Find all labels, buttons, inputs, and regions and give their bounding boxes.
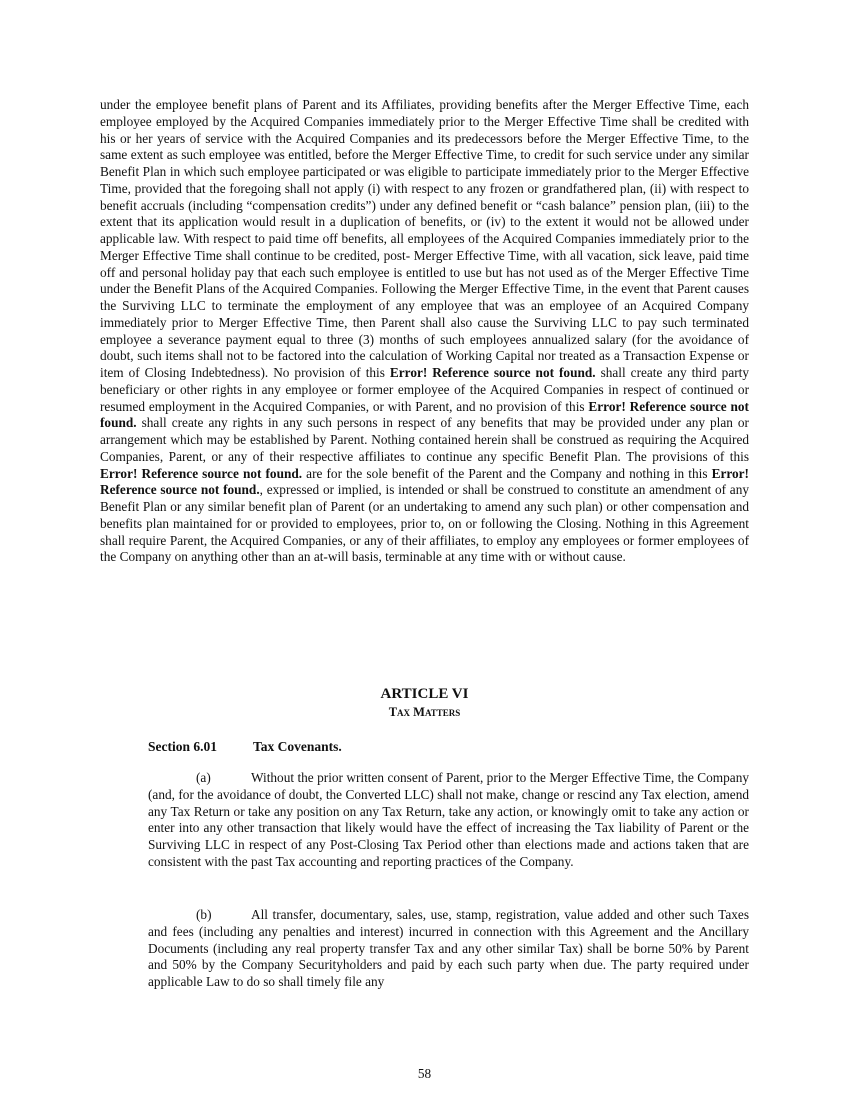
paragraph-text-run: under the employee benefit plans of Parent and its Affiliates, providing benefits after the Merger Effective Time, each employee employed by the Acquired Companies immediately prior to the Merger Effective Time shall be credited with his or her years of service with the Acquired Companies and its predecessors before the Merger Effective Time, to the same extent as such employee was entitled, before the Merger Effective Time, to credit for such service under any similar Benefit Plan in which such employee participated or was eligible to participate immediately prior to the Merger Effective Time, provided that the foregoing shall not apply (i) with respect to any frozen or grandfathered plan, (ii) with respect to benefit accruals (including “compensation credits”) under any defined benefit or “cash balance” pension plan, (iii) to the extent that its application would result in a duplication of benefits, or (iv) to the extent it would not be allowed under applicable law. With respect to paid time off benefits, all employees of the Acquired Companies immediately prior to the Merger Effective Time shall continue to be credited, post- Merger Effective Time, with all vacation, sick leave, paid time off and personal holiday pay that each such employee is entitled to use but has not used as of the Merger Effective Time under the Benefit Plans of the Acquired Companies. Following the Merger Effective Time, in the event that Parent causes the Surviving LLC to terminate the employment of any employee that was an employee of an Acquired Company immediately prior to Merger Effective Time, then Parent shall also cause the Surviving LLC to pay such terminated employee a severance payment equal to three (3) months of such employees annualized salary (for the avoidance of doubt, such items shall not to be factored into the calculation of Working Capital nor treated as a Transaction Expense or item of Closing Indebtedness). No provision of this [100,97,749,380]
error-reference-text: Error! Reference source not found. [100,465,303,481]
section-heading [148,738,342,755]
paragraph-text-run: shall create any third party beneficiary or other rights in any employee or former employee of the Acquired Companies in respect of continued or resumed employment in the Acquired Companies, or with Parent, and no provision of this [100,365,749,414]
error-reference-text: Error! Reference source not found. [100,465,749,498]
page-number: 58 [417,1066,432,1081]
subsection-text: All transfer, documentary, sales, use, stamp, registration, value added and other such Taxes and fees (including any penalties and interest) incurred in connection with this Agreement and the Ancillary Documents (including any real property transfer Tax and any other similar Tax) shall be borne 50% by Parent and 50% by the Company Securityholders and paid by each such party when due. The party required under applicable Law to do so shall timely file any [148,907,749,989]
error-reference-text: Error! Reference source not found. [100,398,749,431]
paragraph-text-run: shall create any rights in any such persons in respect of any benefits that may be provided under any plan or arrangement which may be established by Parent. Nothing contained herein shall be construed as requiring the Acquired Companies, Parent, or any of their respective affiliates to continue any specific Benefit Plan. The provisions of this [100,415,749,464]
subsection-b [148,907,749,991]
paragraph-text-run: are for the sole benefit of the Parent and the Company and nothing in this [302,465,712,481]
paragraph-text-run: , expressed or implied, is intended or shall be construed to constitute an amendment of any Benefit Plan or any similar benefit plan of Parent (or an undertaking to amend any such plan) or other compensation and benefits plan maintained for or provided to employees, prior to, on or following the Closing. Nothing in this Agreement shall require Parent, the Acquired Companies, or any of their affiliates, to employ any employees or former employees of the Company on anything other than an at-will basis, terminable at any time with or without cause. [100,482,749,565]
error-reference-text: Error! Reference source not found. [389,365,596,380]
article-title: ARTICLE VI [380,686,469,702]
subsection-a [148,770,749,871]
section-number: Section 6.01 [148,739,217,754]
subsection-label: (a) [196,770,211,785]
subsection-text: Without the prior written consent of Parent, prior to the Merger Effective Time, the Company (and, for the avoidance of doubt, the Converted LLC) shall not make, change or rescind any Tax election, amend any Tax Return or take any position on any Tax Return, take any action, or knowingly omit to take any action or enter into any other transaction that likely would have the effect of increasing the Tax liability of Parent or the Surviving LLC in respect of any Post-Closing Tax Period other than elections made and actions taken that are consistent with the past Tax accounting and reporting practices of the Company. [148,770,749,869]
body-paragraph [100,97,749,566]
article-subtitle: Tax Matters [388,705,461,719]
subsection-label: (b) [196,907,212,922]
section-title: Tax Covenants. [253,739,342,754]
